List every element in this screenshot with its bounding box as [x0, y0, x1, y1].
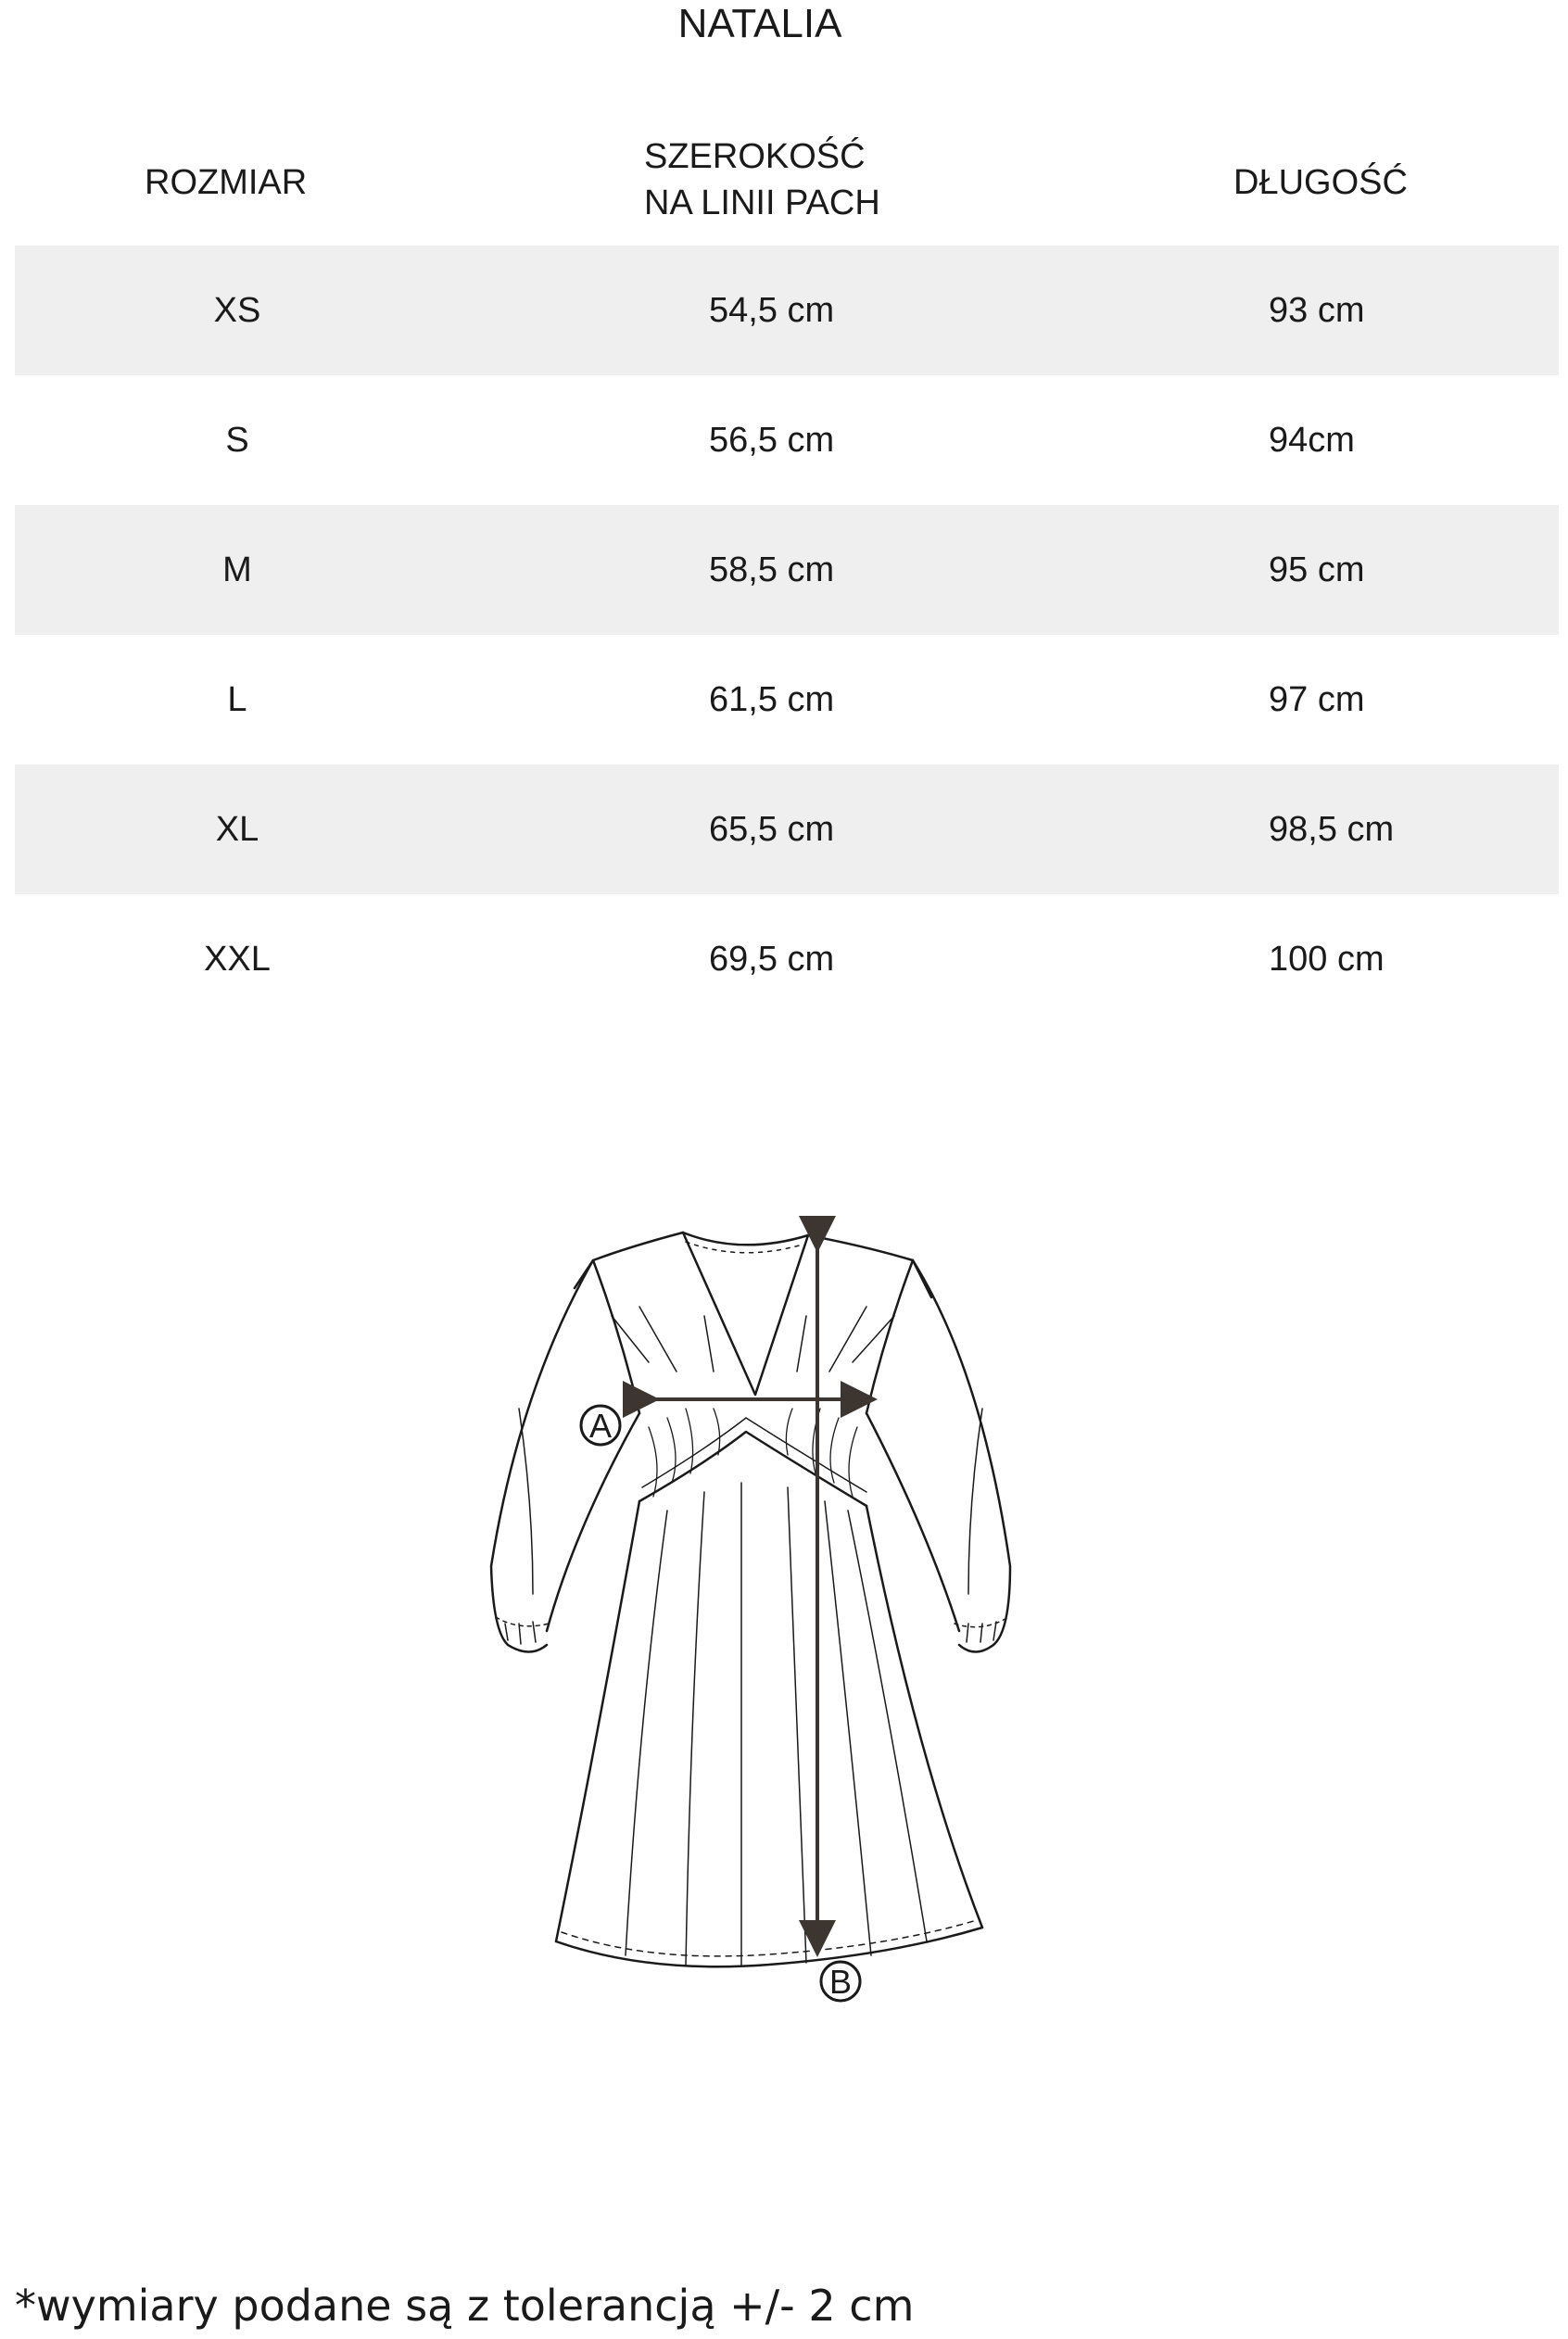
header-chest-width-line2: NA LINII PACH	[644, 183, 880, 222]
table-row	[15, 246, 1559, 375]
cell-chest-width: 69,5 cm	[709, 940, 835, 979]
table-row	[15, 894, 1559, 1024]
svg-text:A: A	[588, 1407, 613, 1445]
cell-size: XS	[213, 291, 261, 330]
cell-chest-width: 54,5 cm	[709, 291, 835, 330]
header-chest-width	[644, 133, 880, 226]
cell-length: 98,5 cm	[1269, 810, 1395, 849]
size-table	[15, 120, 1559, 1024]
size-table-header	[15, 120, 1559, 246]
cell-size: S	[225, 421, 249, 460]
table-row	[15, 375, 1559, 505]
cell-size: L	[227, 680, 247, 719]
table-row	[15, 635, 1559, 765]
header-size: ROZMIAR	[145, 163, 308, 202]
page-title: NATALIA	[677, 1, 842, 46]
cell-size: M	[222, 550, 252, 589]
cell-length: 93 cm	[1269, 291, 1365, 330]
dress-measurement-diagram	[482, 1214, 1019, 2029]
dress-outline	[491, 1233, 1010, 1966]
cell-length: 95 cm	[1269, 550, 1365, 589]
measurement-arrows	[649, 1242, 866, 1946]
cell-length: 94cm	[1269, 421, 1355, 460]
cell-chest-width: 61,5 cm	[709, 680, 835, 719]
header-chest-width-line1: SZEROKOŚĆ	[644, 137, 866, 176]
cell-chest-width: 58,5 cm	[709, 550, 835, 589]
cell-chest-width: 65,5 cm	[709, 810, 835, 849]
marker-a	[581, 1406, 620, 1445]
table-row	[15, 505, 1559, 635]
header-length: DŁUGOŚĆ	[1233, 163, 1408, 202]
cell-length: 97 cm	[1269, 680, 1365, 719]
cell-size: XL	[215, 810, 259, 849]
cell-size: XXL	[204, 940, 271, 979]
tolerance-footnote: *wymiary podane są z tolerancją +/- 2 cm	[15, 2281, 915, 2331]
cell-length: 100 cm	[1269, 940, 1385, 979]
svg-text:B: B	[828, 1963, 853, 2001]
marker-b	[821, 1962, 860, 2001]
table-row	[15, 765, 1559, 894]
cell-chest-width: 56,5 cm	[709, 421, 835, 460]
